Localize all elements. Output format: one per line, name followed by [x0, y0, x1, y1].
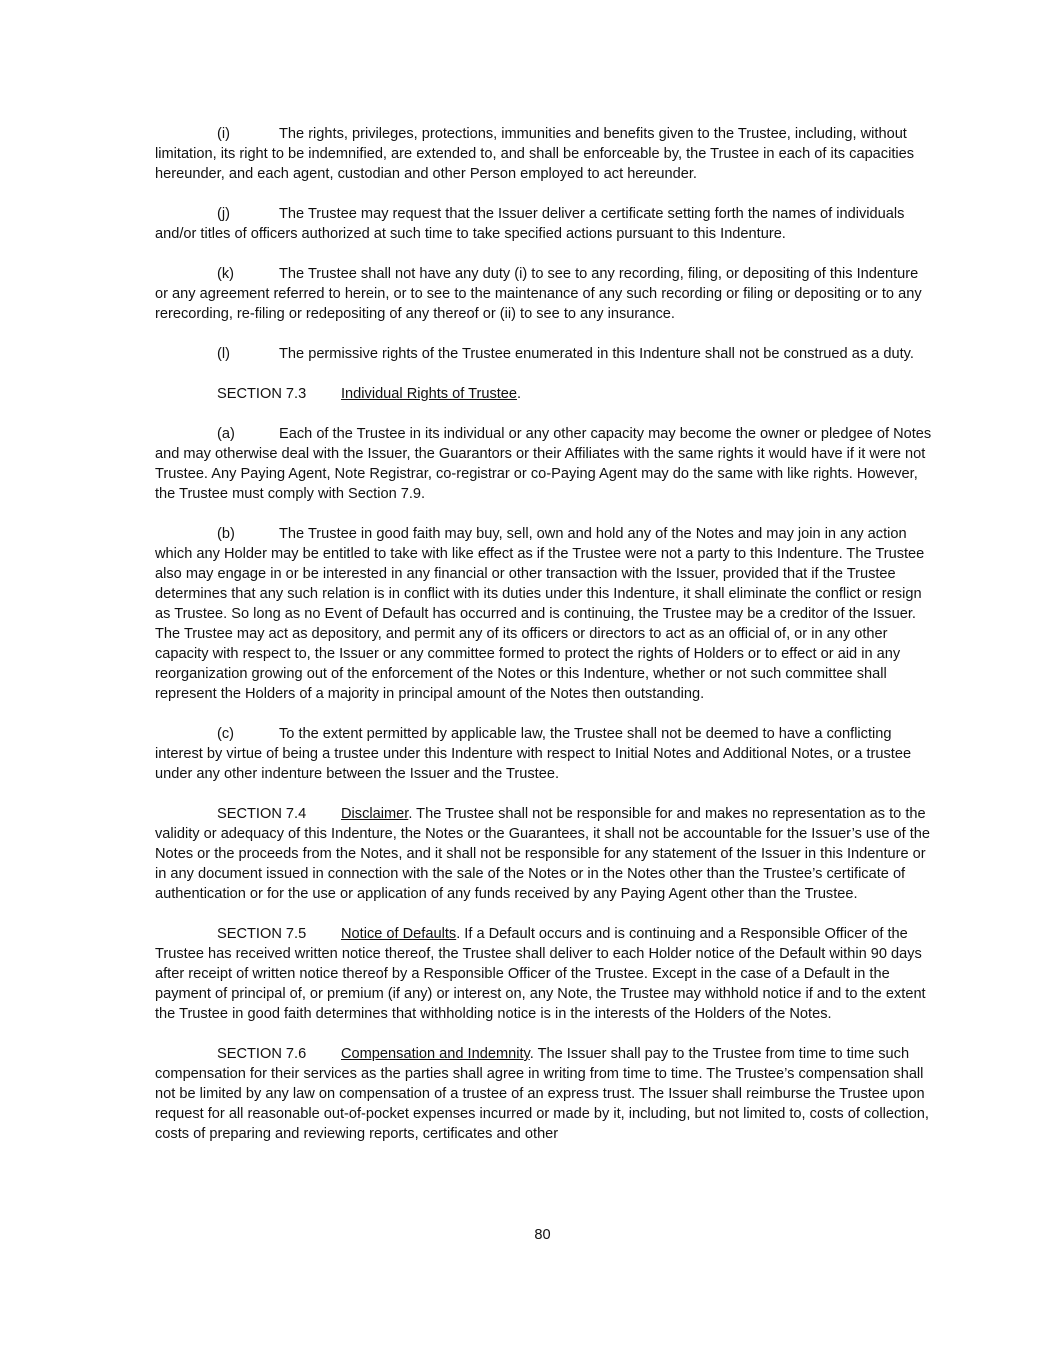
- document-body: [155, 124, 933, 1164]
- paragraph-text: The permissive rights of the Trustee enumerated in this Indenture shall not be construed as a duty.: [279, 346, 914, 362]
- paragraph-a: [155, 424, 933, 504]
- section-7-6: [155, 1044, 933, 1144]
- paragraph-label: (b): [217, 526, 235, 542]
- paragraph-label: (a): [217, 426, 235, 442]
- paragraph-label: (c): [217, 726, 235, 742]
- paragraph-c: [155, 724, 933, 784]
- paragraph-text: To the extent permitted by applicable law, the Trustee shall not be deemed to have a conflicting interest by virtue of being a trustee under this Indenture with respect to Initial Notes and Additional Notes, or a trustee under any other indenture between the Issuer and the Trustee.: [155, 726, 912, 782]
- page-number: 80: [534, 1227, 551, 1243]
- section-text: . The Trustee shall not be responsible for and makes no representation as to the validity or adequacy of this Indenture, the Notes or the Guarantees, it shall not be accountable for the Issuer’s use of the Notes or the proceeds from the Notes, and it shall not be responsible for any statement of the Issuer in this Indenture or in any document issued in connection with the sale of the Notes or in the Notes other than the Trustee’s certificate of authentication or for the use or application of any funds received by any Paying Agent other than the Trustee.: [155, 806, 931, 902]
- section-number: SECTION 7.4: [217, 806, 307, 822]
- paragraph-l: [141, 344, 933, 364]
- paragraph-label: (j): [217, 206, 230, 222]
- section-number: SECTION 7.3: [217, 386, 307, 402]
- paragraph-b: [155, 524, 933, 704]
- paragraph-k: [155, 264, 933, 324]
- section-title: Disclaimer: [341, 806, 409, 822]
- section-title-punct: .: [517, 386, 522, 402]
- section-number: SECTION 7.5: [217, 926, 307, 942]
- paragraph-label: (i): [217, 126, 230, 142]
- section-number: SECTION 7.6: [217, 1046, 307, 1062]
- paragraph-text: Each of the Trustee in its individual or any other capacity may become the owner or pledgee of Notes and may otherwise deal with the Issuer, the Guarantors or their Affiliates with the same rights it would have if it were not Trustee. Any Paying Agent, Note Registrar, co-registrar or co-Paying Agent may do the same with like rights. However, the Trustee must comply with Section 7.9.: [155, 426, 932, 502]
- paragraph-j: [155, 204, 933, 244]
- section-7-3-heading: [155, 384, 933, 404]
- paragraph-text: The Trustee shall not have any duty (i) to see to any recording, filing, or depositing of this Indenture or any agreement referred to herein, or to see to the maintenance of any such recording or filing or depositing or to any rerecording, re-filing or redepositing of any thereof or (ii) to see to any insurance.: [155, 266, 922, 322]
- section-text: . The Issuer shall pay to the Trustee from time to time such compensation for their services as the parties shall agree in writing from time to time. The Trustee’s compensation shall not be limited by any law on compensation of a trustee of an express trust. The Issuer shall reimburse the Trustee upon request for all reasonable out-of-pocket expenses incurred or made by it, including, but not limited to, costs of collection, costs of preparing and reviewing reports, certificates and other: [155, 1046, 929, 1142]
- paragraph-text: The Trustee in good faith may buy, sell, own and hold any of the Notes and may join in any action which any Holder may be entitled to take with like effect as if the Trustee were not a party to this Indenture. The Trustee also may engage in or be interested in any financial or other transaction with the Issuer, provided that if the Trustee determines that any such relation is in conflict with its duties under this Indenture, it shall eliminate the conflict or resign as Trustee. So long as no Event of Default has occurred and is continuing, the Trustee may be a creditor of the Issuer. The Trustee may act as depository, and permit any of its officers or directors to act as an official of, or in any other capacity with respect to, the Issuer or any committee formed to protect the rights of Holders or to effect or aid in any reorganization growing out of the enforcement of the Notes or this Indenture, whether or not such committee shall represent the Holders of a majority in principal amount of the Notes then outstanding.: [155, 526, 925, 702]
- section-text: . If a Default occurs and is continuing and a Responsible Officer of the Trustee has received written notice thereof, the Trustee shall deliver to each Holder notice of the Default within 90 days after receipt of written notice thereof by a Responsible Officer of the Trustee. Except in the case of a Default in the payment of principal of, or premium (if any) or interest on, any Note, the Trustee may withhold notice if and to the extent the Trustee in good faith determines that withholding notice is in the interests of the Holders of the Notes.: [155, 926, 926, 1022]
- section-7-5: [155, 924, 933, 1024]
- section-title: Compensation and Indemnity: [341, 1046, 530, 1062]
- paragraph-label: (l): [217, 346, 230, 362]
- section-title: Notice of Defaults: [341, 926, 457, 942]
- paragraph-i: [155, 124, 933, 184]
- section-title: Individual Rights of Trustee: [341, 386, 518, 402]
- paragraph-text: The rights, privileges, protections, immunities and benefits given to the Trustee, including, without limitation, its right to be indemnified, are extended to, and shall be enforceable by, the Trustee in each of its capacities hereunder, and each agent, custodian and other Person employed to act hereunder.: [155, 126, 915, 182]
- paragraph-label: (k): [217, 266, 235, 282]
- paragraph-text: The Trustee may request that the Issuer deliver a certificate setting forth the names of individuals and/or titles of officers authorized at such time to take specified actions pursuant to this Indenture.: [155, 206, 905, 242]
- section-7-4: [155, 804, 933, 904]
